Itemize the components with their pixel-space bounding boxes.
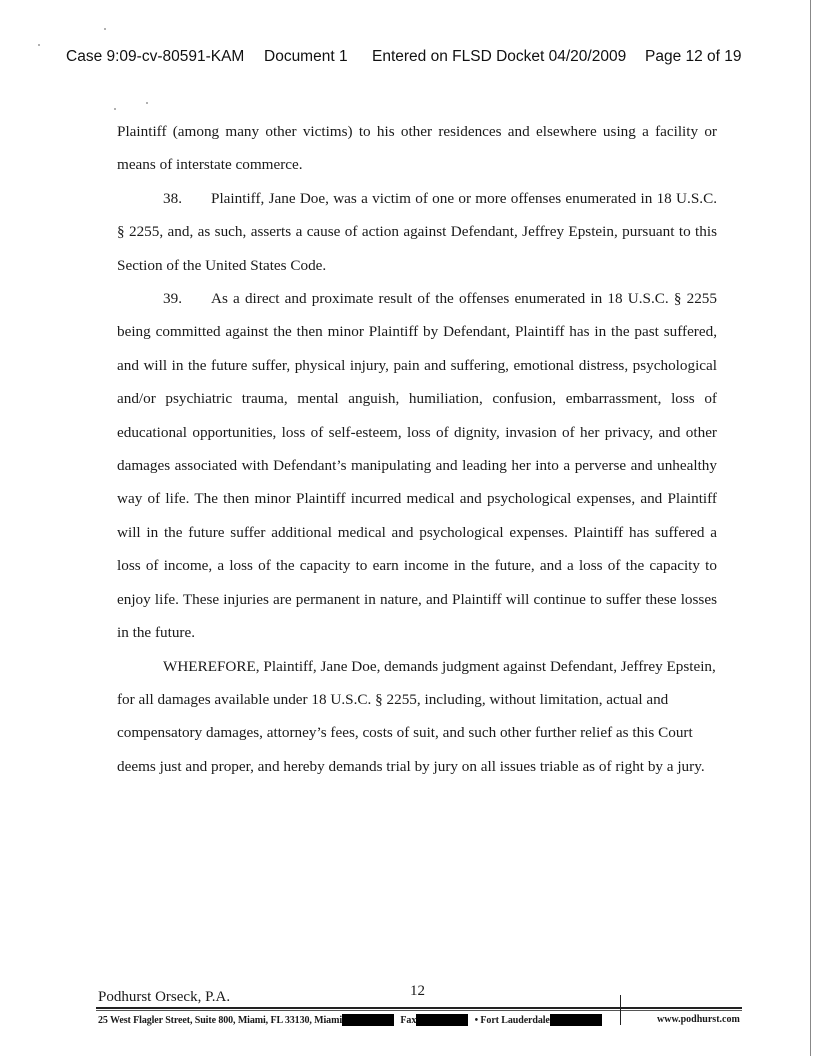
scan-speck [114, 108, 116, 110]
footer-divider [96, 1007, 742, 1009]
redaction-block [342, 1014, 394, 1026]
firm-website[interactable]: www.podhurst.com [657, 1014, 740, 1025]
case-number: Case 9:09-cv-80591-KAM [66, 48, 245, 65]
fort-lauderdale-label: • Fort Lauderdale [474, 1014, 550, 1026]
footer-divider [96, 1010, 742, 1011]
paragraph-text: As a direct and proximate result of the offenses enumerated in 18 U.S.C. § 2255 being committed against the then minor Plaintiff by Defendant, Plaintiff has in the past suffered, and will in the future suffer, physical injury, pain and suffering, emotional distress, psychological and/or psychiatric trauma, mental anguish, humiliation, confusion, embarrassment, loss of educational opportunities, loss of self-esteem, loss of dignity, invasion of her privacy, and other damages associated with Defendant’s manipulating and leading her into a perverse and unhealthy way of life. The then minor Plaintiff incurred medical and psychological expenses, and Plaintiff will in the future suffer additional medical and psychological expenses. Plaintiff has suffered a loss of income, a loss of the capacity to earn income in the future, and a loss of the capacity to enjoy life. These injuries are permanent in nature, and Plaintiff will continue to suffer these losses in the future. [117, 290, 717, 642]
street-address: 25 West Flagler Street, Suite 800, Miami, FL 33130, Miami [98, 1014, 342, 1026]
footer-tick-mark [620, 995, 621, 1025]
redaction-block [416, 1014, 468, 1026]
docket-entry-date: Entered on FLSD Docket 04/20/2009 [372, 48, 627, 65]
paragraph-38 [117, 182, 717, 282]
paragraph-text: Plaintiff, Jane Doe, was a victim of one or more offenses enumerated in 18 U.S.C. § 2255, and, as such, asserts a cause of action against Defendant, Jeffrey Epstein, pursuant to this Section of the United States Code. [117, 189, 717, 274]
continuation-paragraph: Plaintiff (among many other victims) to his other residences and elsewhere using a facility or means of interstate commerce. [117, 123, 717, 174]
scan-speck [38, 44, 40, 46]
firm-address [98, 1014, 602, 1026]
document-number: Document 1 [264, 48, 348, 65]
page-edge-line [810, 0, 811, 1056]
wherefore-clause: WHEREFORE, Plaintiff, Jane Doe, demands judgment against Defendant, Jeffrey Epstein, for all damages available under 18 U.S.C. § 2255, including, without limitation, actual and compensatory damages, attorney’s fees, costs of suit, and such other further relief as this Court deems just and proper, and hereby demands trial by jury on all issues triable as of right by a jury. [117, 657, 716, 775]
scan-speck [146, 102, 148, 104]
page-count: Page 12 of 19 [645, 48, 742, 65]
firm-name: Podhurst Orseck, P.A. [98, 989, 231, 1005]
page-number: 12 [410, 983, 425, 999]
paragraph-39 [117, 282, 717, 649]
document-body [117, 115, 717, 783]
fax-label: Fax [400, 1014, 417, 1026]
paragraph-number: 38. [163, 189, 182, 207]
scan-speck [104, 28, 106, 30]
redaction-block [550, 1014, 602, 1026]
paragraph-number: 39. [163, 290, 182, 308]
